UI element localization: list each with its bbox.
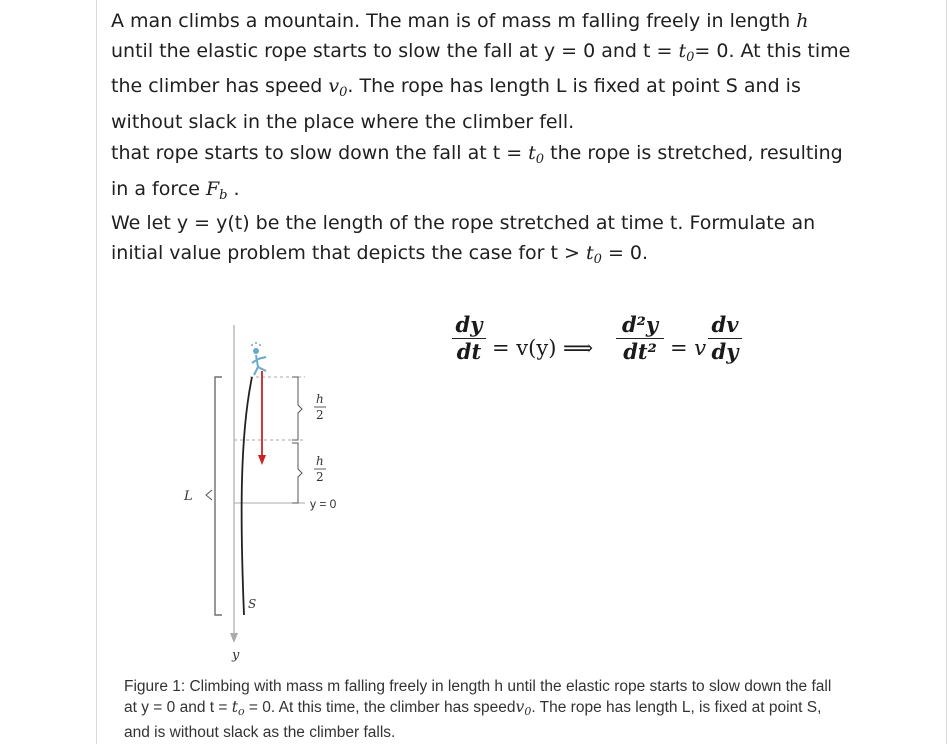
label-L: L <box>184 489 193 504</box>
bracket-L-outer <box>215 377 222 615</box>
rope <box>242 377 252 615</box>
symbol-t0: t <box>231 698 238 716</box>
label-h2-num: h <box>316 454 324 468</box>
label-h2-den: 2 <box>316 470 324 484</box>
paragraph-task: We let y = y(t) be the length of the rope stretched at time t. Formulate an initial value problem that depicts the case for $t > t_0 = 0$. <box>111 212 816 267</box>
symbol-v0: v <box>515 698 525 716</box>
fraction-dv-dy: dv dy <box>708 312 742 365</box>
symbol-t0: t <box>528 142 536 164</box>
symbol-v0: v <box>328 75 340 97</box>
symbol-t0: t <box>678 39 687 62</box>
symbol-fb: F <box>205 177 220 200</box>
symbol-t0: t <box>585 241 594 264</box>
symbol-h: h <box>796 10 809 32</box>
equation-equals-v: = v <box>670 336 707 360</box>
label-h1-den: 2 <box>316 408 324 422</box>
figure-caption: Figure 1: Climbing with mass m falling freely in length h until the elastic rope starts to slow down the fall at y = 0 and t = to = 0. At this time, the climber has speedv0. The rope has length L, is fixed at point S, and is without slack as the climber falls. <box>124 678 832 741</box>
equation-middle: = v(y) ⟹ <box>492 336 594 360</box>
label-y: y <box>232 648 240 663</box>
paragraph-problem-statement: A man climbs a mountain. The man is of mass m falling freely in length h until the elastic rope starts to slow the fall at y = 0 and $t = t_0= 0$. At this time the climber has speed $v_0$. The rope has length L is fixed at point S and is without slack in the place where the climber fell. <box>111 10 851 133</box>
label-h1-num: h <box>316 392 324 406</box>
bracket-L <box>215 377 222 615</box>
brace-h-upper <box>292 377 302 440</box>
equation <box>448 310 748 390</box>
fraction-d2y-dt2: d²y dt² <box>616 312 664 365</box>
y-axis-arrowhead <box>230 633 238 643</box>
label-y0: y = 0 <box>310 497 337 511</box>
climber-icon <box>251 342 266 375</box>
paragraph-rope-force: that rope starts to slow down the fall at $t = t_0$ the rope is stretched, resulting in a force $F_b$ . <box>111 142 843 203</box>
fall-arrow-head <box>258 455 266 465</box>
fraction-dy-dt: dy dt <box>452 312 486 365</box>
label-S: S <box>248 597 257 611</box>
climber-figure <box>170 315 370 665</box>
brace-L <box>206 490 212 500</box>
brace-h-lower <box>292 443 302 503</box>
